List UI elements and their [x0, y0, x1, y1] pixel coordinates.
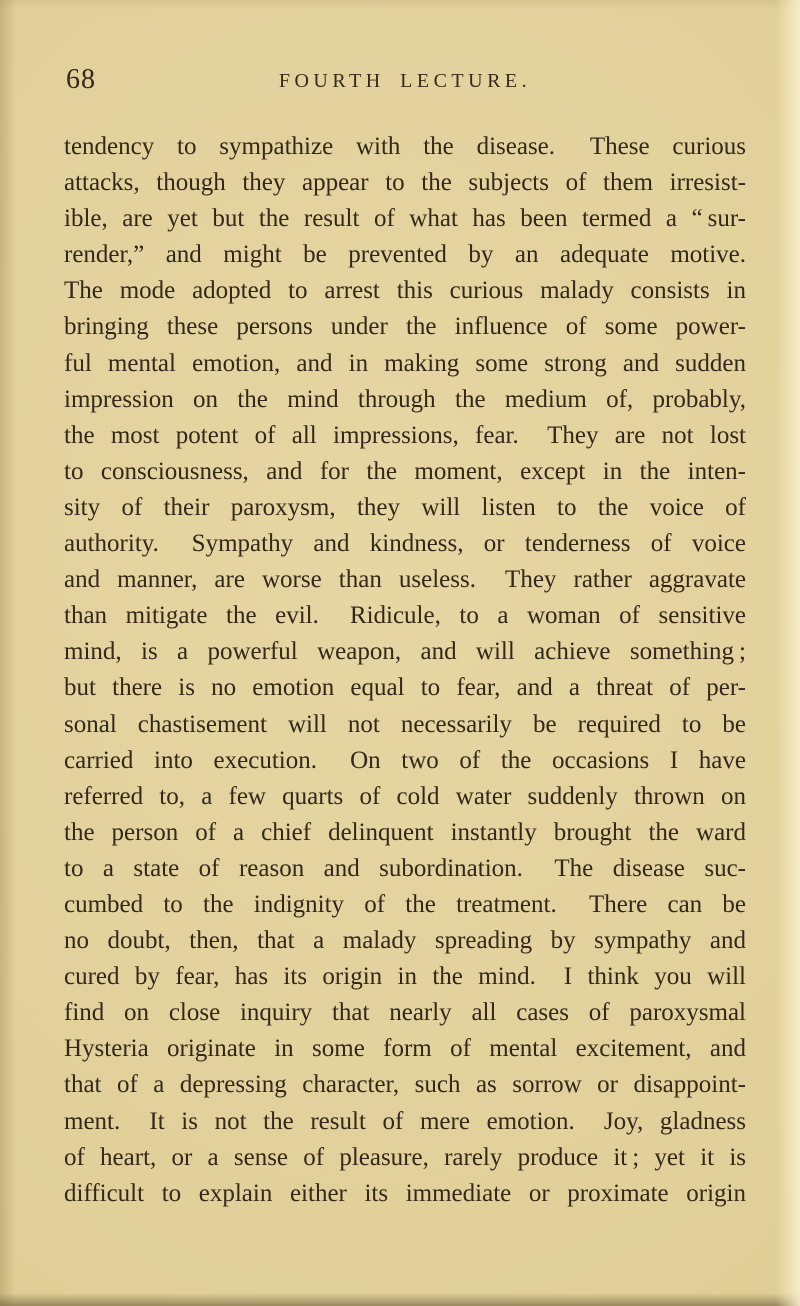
- text-line: to a state of reason and subordination. The disease suc-: [64, 854, 746, 882]
- text-line: sity of their paroxysm, they will listen to the voice of: [64, 493, 746, 521]
- text-line: but there is no emotion equal to fear, and a threat of per-: [64, 674, 746, 702]
- text-line: than mitigate the evil. Ridicule, to a woman of sensitive: [64, 602, 746, 630]
- text-line: attacks, though they appear to the subjects of them irresist-: [64, 169, 746, 197]
- page-number: 68: [66, 64, 96, 95]
- text-line: referred to, a few quarts of cold water suddenly thrown on: [64, 782, 746, 810]
- text-line: that of a depressing character, such as sorrow or disappoint-: [64, 1071, 746, 1099]
- text-line: render,” and might be prevented by an adequate motive.: [64, 241, 746, 269]
- text-line: tendency to sympathize with the disease. These curious: [64, 133, 746, 160]
- text-line: cured by fear, has its origin in the mind. I think you will: [64, 963, 746, 991]
- text-line: The mode adopted to arrest this curious malady consists in: [64, 277, 746, 305]
- text-line: the most potent of all impressions, fear. They are not lost: [64, 421, 746, 449]
- text-line: carried into execution. On two of the occasions I have: [64, 746, 746, 774]
- text-line: find on close inquiry that nearly all cases of paroxysmal: [64, 999, 746, 1027]
- text-line: ful mental emotion, and in making some strong and sudden: [64, 349, 746, 377]
- text-line: impression on the mind through the medium of, probably,: [64, 385, 746, 413]
- text-line: cumbed to the indignity of the treatment. There can be: [64, 890, 746, 918]
- text-line: mind, is a powerful weapon, and will achieve something ;: [64, 638, 746, 666]
- body-text: [64, 129, 746, 1212]
- text-line: bringing these persons under the influence of some power-: [64, 313, 746, 341]
- text-line: authority. Sympathy and kindness, or tenderness of voice: [64, 530, 746, 558]
- text-line: Hysteria originate in some form of mental excitement, and: [64, 1035, 746, 1063]
- text-line: difficult to explain either its immediate or proximate origin: [64, 1179, 746, 1207]
- text-line: sonal chastisement will not necessarily be required to be: [64, 710, 746, 738]
- text-line: the person of a chief delinquent instantly brought the ward: [64, 818, 746, 846]
- text-line: no doubt, then, that a malady spreading by sympathy and: [64, 927, 746, 955]
- text-line: to consciousness, and for the moment, except in the inten-: [64, 457, 746, 485]
- text-line: and manner, are worse than useless. They rather aggravate: [64, 566, 746, 594]
- text-line: ible, are yet but the result of what has been termed a “ sur-: [64, 205, 746, 233]
- page-header: [64, 64, 746, 104]
- running-title: FOURTH LECTURE.: [278, 70, 532, 92]
- text-line: ment. It is not the result of mere emotion. Joy, gladness: [64, 1107, 746, 1135]
- text-line: of heart, or a sense of pleasure, rarely produce it ; yet it is: [64, 1143, 746, 1171]
